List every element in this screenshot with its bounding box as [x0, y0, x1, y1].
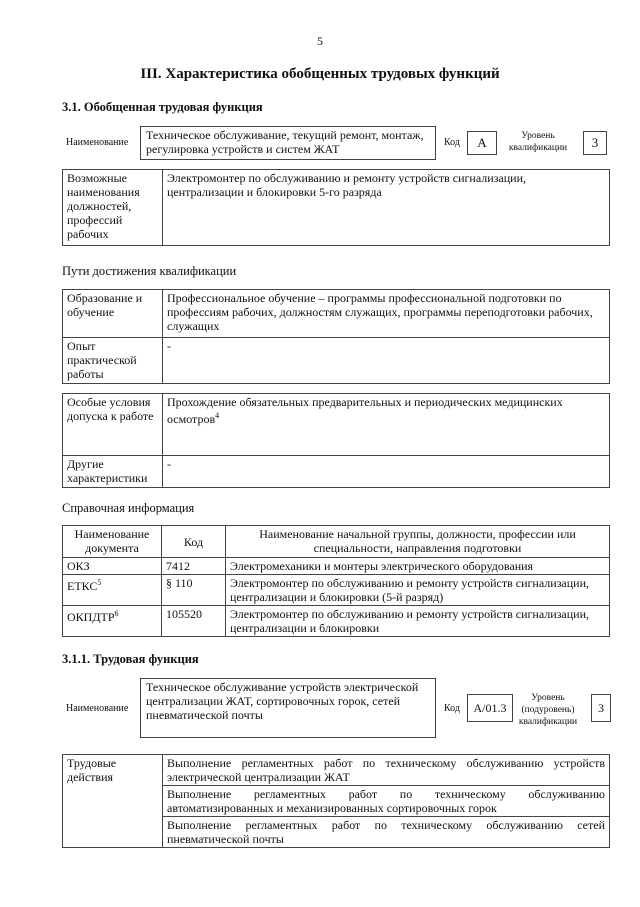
positions-label: Возможные наименования должностей, профессий рабочих [63, 170, 163, 246]
paths-heading: Пути достижения квалификации [62, 264, 237, 278]
reference-heading: Справочная информация [62, 501, 195, 515]
education-table [62, 289, 610, 384]
ref-header-code: Код [162, 526, 226, 558]
conditions-table [62, 393, 610, 488]
experience-value: - [163, 338, 610, 384]
ref-header-name: Наименование начальной группы, должности, профессии или специальности, направления подготовки [226, 526, 610, 558]
ref-doc-text: ОКПДТР [67, 610, 115, 624]
gtf-heading: 3.1. Обобщенная трудовая функция [62, 100, 263, 114]
gtf-code-label: Код [444, 137, 460, 148]
ref-row-code: 105520 [162, 606, 226, 637]
page-number: 5 [317, 34, 323, 48]
ref-row-name: Электромеханики и монтеры электрического оборудования [226, 558, 610, 575]
action-item: Выполнение регламентных работ по техническому обслуживанию автоматизированных и механизированных сортировочных горок [163, 786, 610, 817]
gtf-level-label: Уровень квалификации [508, 131, 568, 153]
tf-name-value: Техническое обслуживание устройств электрической централизации ЖАТ, сортировочных горок, сетей пневматической почты [140, 678, 436, 738]
ref-row-name: Электромонтер по обслуживанию и ремонту устройств сигнализации, централизации и блокировки [226, 606, 610, 637]
actions-table [62, 754, 610, 848]
ref-row-name: Электромонтер по обслуживанию и ремонту устройств сигнализации, централизации и блокировки (5-й разряд) [226, 575, 610, 606]
gtf-name-value: Техническое обслуживание, текущий ремонт, монтаж, регулировка устройств и систем ЖАТ [140, 126, 436, 160]
education-value: Профессиональное обучение – программы профессиональной подготовки по профессиям рабочих, должностям служащих, программы переподготовки рабочих, служащих [163, 290, 610, 338]
conditions-footnote: 4 [215, 411, 220, 420]
ref-doc-footnote: 6 [114, 609, 119, 618]
experience-label: Опыт практической работы [63, 338, 163, 384]
tf-code-label: Код [444, 703, 460, 714]
conditions-label: Особые условия допуска к работе [63, 394, 163, 456]
ref-row-doc [63, 575, 162, 606]
positions-table [62, 169, 610, 246]
ref-row-doc: ОКЗ [63, 558, 162, 575]
other-label: Другие характеристики [63, 456, 163, 488]
other-value: - [163, 456, 610, 488]
ref-doc-footnote: 5 [97, 578, 102, 587]
actions-label: Трудовые действия [63, 755, 163, 848]
positions-value: Электромонтер по обслуживанию и ремонту устройств сигнализации, централизации и блокировки 5-го разряда [163, 170, 610, 246]
action-item: Выполнение регламентных работ по техническому обслуживанию сетей пневматической почты [163, 817, 610, 848]
section-title: III. Характеристика обобщенных трудовых функций [140, 66, 500, 82]
gtf-code-value: А [467, 131, 497, 155]
ref-row-code: 7412 [162, 558, 226, 575]
gtf-name-label: Наименование [66, 137, 129, 148]
ref-row-code: § 110 [162, 575, 226, 606]
ref-row-doc [63, 606, 162, 637]
gtf-level-value: 3 [583, 131, 607, 155]
conditions-value [163, 394, 610, 456]
education-label: Образование и обучение [63, 290, 163, 338]
action-item: Выполнение регламентных работ по техническому обслуживанию устройств электрической централизации ЖАТ [163, 755, 610, 786]
tf-level-value: 3 [591, 694, 611, 722]
ref-doc-text: ЕТКС [67, 579, 98, 593]
tf-code-value: А/01.3 [467, 694, 513, 722]
tf-level-label: Уровень (подуровень) квалификации [518, 693, 578, 727]
tf-name-label: Наименование [66, 703, 129, 714]
tf-heading: 3.1.1. Трудовая функция [62, 652, 199, 666]
ref-header-doc: Наименование документа [63, 526, 162, 558]
conditions-text: Прохождение обязательных предварительных и периодических медицинских осмотров [167, 395, 563, 426]
reference-table [62, 525, 610, 637]
